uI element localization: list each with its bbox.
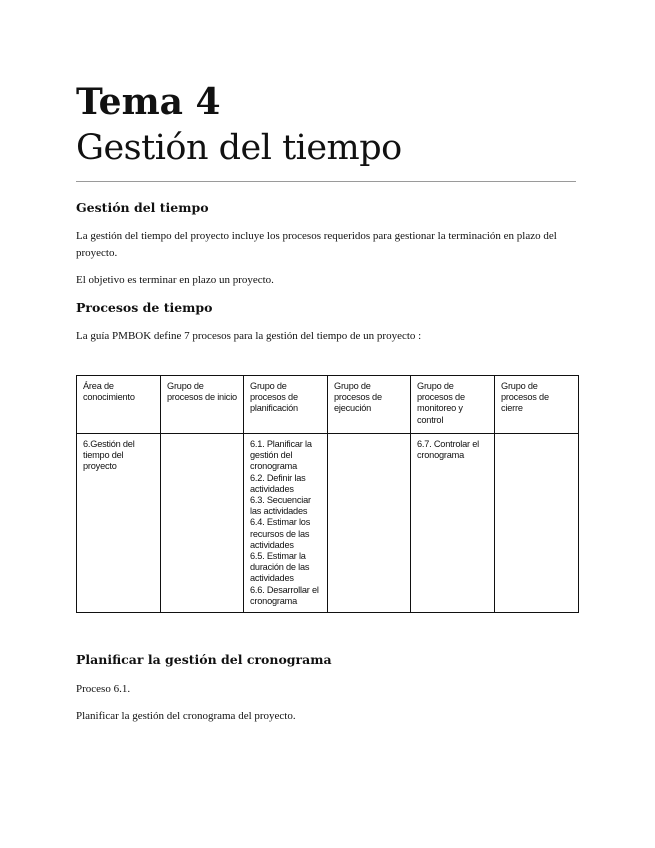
paragraph-objetivo: El objetivo es terminar en plazo un proyecto.	[76, 274, 274, 286]
table-row	[77, 434, 579, 613]
process-6-3: 6.3. Secuenciar las actividades	[250, 495, 311, 517]
cell-area: 6.Gestión del tiempo del proyecto	[77, 434, 161, 613]
process-6-4: 6.4. Estimar los recursos de las actividades	[250, 517, 311, 550]
cell-inicio	[161, 434, 244, 613]
process-6-5: 6.5. Estimar la duración de las actividades	[250, 551, 310, 584]
title-divider	[76, 181, 576, 182]
process-6-1: 6.1. Planificar la gestión del cronograma	[250, 439, 312, 472]
cell-cierre	[495, 434, 579, 613]
header-cierre: Grupo de procesos de cierre	[495, 376, 579, 434]
paragraph-planificar-description: Planificar la gestión del cronograma del proyecto.	[76, 710, 296, 722]
paragraph-gestion-definition: La gestión del tiempo del proyecto incluye los procesos requeridos para gestionar la terminación en plazo del proyecto.	[76, 230, 557, 259]
cell-monitoreo: 6.7. Controlar el cronograma	[411, 434, 495, 613]
table-header-row	[77, 376, 579, 434]
chapter-title: Gestión del tiempo	[76, 128, 402, 168]
cell-planificacion	[244, 434, 328, 613]
header-area-conocimiento: Área de conocimiento	[77, 376, 161, 434]
paragraph-proceso-number: Proceso 6.1.	[76, 683, 131, 695]
cell-ejecucion	[328, 434, 411, 613]
section-heading-planificar: Planificar la gestión del cronograma	[76, 652, 332, 667]
chapter-number-title: Tema 4	[76, 81, 221, 123]
processes-table	[76, 375, 579, 613]
header-planificacion: Grupo de procesos de planificación	[244, 376, 328, 434]
section-heading-procesos: Procesos de tiempo	[76, 300, 213, 315]
paragraph-pmbok-intro: La guía PMBOK define 7 procesos para la gestión del tiempo de un proyecto :	[76, 330, 422, 342]
section-heading-gestion: Gestión del tiempo	[76, 200, 209, 215]
header-inicio: Grupo de procesos de inicio	[161, 376, 244, 434]
process-6-2: 6.2. Definir las actividades	[250, 472, 306, 494]
header-ejecucion: Grupo de procesos de ejecución	[328, 376, 411, 434]
process-6-6: 6.6. Desarrollar el cronograma	[250, 584, 319, 606]
header-monitoreo-control: Grupo de procesos de monitoreo y control	[411, 376, 495, 434]
